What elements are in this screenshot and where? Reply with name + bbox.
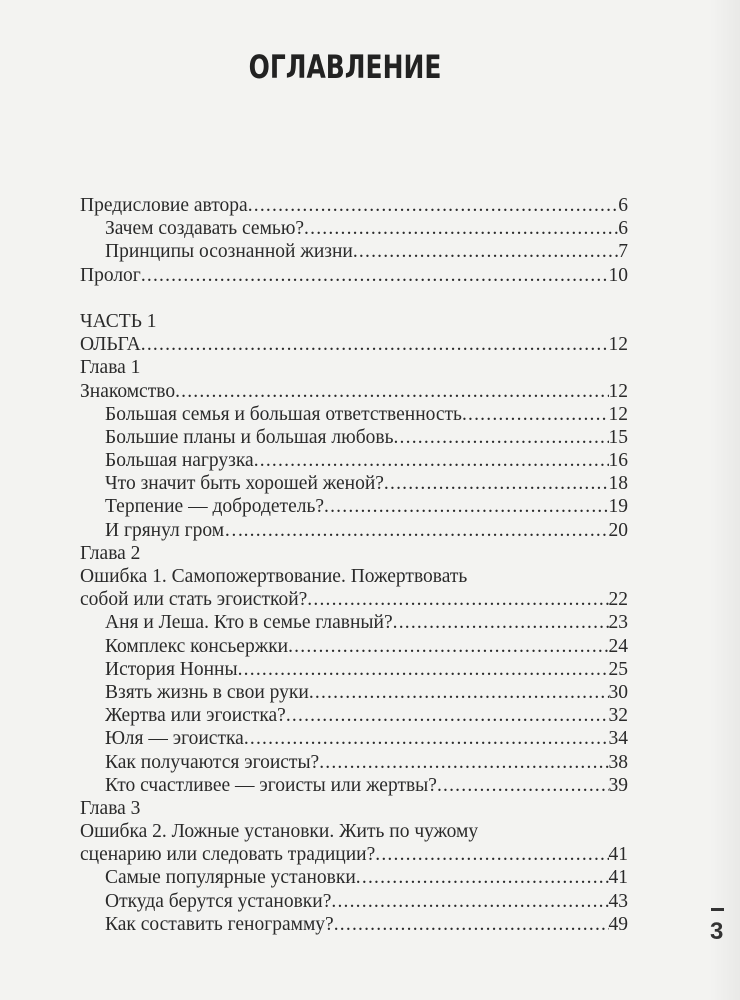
toc-entry-page: 7 — [618, 241, 628, 263]
toc-entry — [80, 797, 628, 820]
toc-entry-label: И грянул гром… — [105, 519, 244, 541]
toc-entry-label: Ошибка 2. Ложные установки. Жить по чужому — [80, 821, 479, 843]
toc-entry — [80, 217, 628, 240]
toc-entry-label: Большие планы и большая любовь — [105, 426, 394, 448]
dot-leader — [244, 727, 609, 750]
toc-entry — [80, 356, 628, 379]
dot-leader — [141, 264, 609, 287]
toc-entry-page: 18 — [608, 473, 628, 495]
toc-entry-label: Принципы осознанной жизни — [105, 241, 353, 263]
toc-entry — [80, 194, 628, 217]
table-of-contents — [80, 194, 628, 936]
toc-entry-label: Глава 3 — [80, 797, 141, 819]
toc-entry-page: 12 — [608, 334, 628, 356]
toc-entry-page: 38 — [608, 751, 628, 773]
toc-entry-label: Кто счастливее — эгоисты или жертвы? — [105, 774, 437, 796]
toc-entry-label: Терпение — добродетель? — [105, 496, 325, 518]
toc-entry — [80, 333, 628, 356]
dot-leader — [375, 843, 608, 866]
dot-leader — [393, 611, 609, 634]
toc-entry — [80, 774, 628, 797]
toc-entry-page: 39 — [608, 774, 628, 796]
toc-entry-page: 25 — [608, 658, 628, 680]
dot-leader — [307, 588, 608, 611]
toc-entry — [80, 820, 628, 843]
toc-entry — [80, 310, 628, 333]
dot-leader — [319, 751, 608, 774]
toc-entry — [80, 751, 628, 774]
toc-entry-label: Комплекс консьержки — [105, 635, 289, 657]
toc-entry — [80, 519, 628, 542]
page-number: 3 — [710, 918, 724, 945]
toc-entry — [80, 843, 628, 866]
dot-leader — [254, 449, 609, 472]
toc-entry-label: Предисловие автора — [80, 195, 248, 216]
toc-entry-label: Жертва или эгоистка? — [105, 705, 286, 727]
toc-entry-label: собой или стать эгоисткой? — [80, 589, 308, 611]
toc-entry-label: Большая семья и большая ответственность — [105, 403, 462, 425]
toc-entry — [80, 403, 628, 426]
toc-entry — [80, 658, 628, 681]
dot-leader — [331, 890, 608, 913]
toc-entry-label: сценарию или следовать традиции? — [80, 844, 376, 866]
page-title: ОГЛАВЛЕНИЕ — [248, 48, 442, 86]
toc-entry-label: Глава 2 — [80, 542, 141, 564]
toc-entry-label: ОЛЬГА — [80, 334, 141, 356]
toc-entry — [80, 913, 628, 936]
toc-entry-page: 24 — [608, 635, 628, 657]
toc-entry-page: 41 — [608, 844, 628, 866]
toc-entry-page: 12 — [608, 403, 628, 425]
toc-entry-label: Как получаются эгоисты? — [105, 751, 320, 773]
toc-entry — [80, 635, 628, 658]
toc-entry-page: 12 — [608, 380, 628, 402]
toc-entry-label: Зачем создавать семью? — [105, 218, 305, 240]
toc-entry — [80, 727, 628, 750]
toc-entry-label: Как составить генограмму? — [105, 913, 334, 935]
toc-entry — [80, 704, 628, 727]
dot-leader — [238, 658, 609, 681]
dot-leader — [353, 240, 618, 263]
toc-entry-label: Ошибка 1. Самопожертвование. Пожертвовать — [80, 566, 468, 587]
dot-leader — [356, 866, 609, 889]
toc-entry-label: Большая нагрузка — [105, 450, 254, 472]
page-edge-shadow — [710, 0, 740, 1000]
dot-leader — [393, 426, 608, 449]
toc-entry-label: ЧАСТЬ 1 — [80, 310, 157, 332]
toc-entry-label: Знакомство — [80, 380, 176, 402]
dot-leader — [384, 472, 609, 495]
toc-entry-page: 16 — [608, 450, 628, 472]
toc-entry-label: Откуда берутся установки? — [105, 890, 332, 912]
toc-entry — [80, 588, 628, 611]
dot-leader — [462, 403, 609, 426]
toc-entry — [80, 542, 628, 565]
toc-entry — [80, 565, 628, 588]
dot-leader — [288, 635, 608, 658]
toc-entry-label: Взять жизнь в свои руки — [105, 681, 309, 703]
toc-entry-page: 30 — [608, 681, 628, 703]
toc-entry-label: Самые популярные установки — [105, 867, 356, 889]
toc-entry-label: Пролог — [80, 264, 141, 286]
toc-entry-page: 10 — [608, 264, 628, 286]
toc-entry-label: История Нонны — [105, 658, 238, 680]
dot-leader — [304, 217, 618, 240]
dot-leader — [248, 194, 619, 217]
toc-entry-page: 6 — [618, 195, 628, 216]
toc-entry-page: 20 — [608, 519, 628, 541]
dot-leader — [324, 495, 608, 518]
toc-entry-page: 22 — [608, 589, 628, 611]
toc-entry — [80, 611, 628, 634]
dot-leader — [141, 333, 609, 356]
toc-entry-page: 41 — [608, 867, 628, 889]
toc-entry — [80, 240, 628, 263]
dot-leader — [437, 774, 609, 797]
toc-spacer — [80, 287, 628, 310]
toc-entry — [80, 264, 628, 287]
toc-entry — [80, 449, 628, 472]
toc-entry-page: 32 — [608, 705, 628, 727]
toc-entry — [80, 890, 628, 913]
toc-entry-page: 6 — [618, 218, 628, 240]
toc-entry-page: 34 — [608, 728, 628, 750]
toc-entry-page: 19 — [608, 496, 628, 518]
dot-leader — [309, 681, 609, 704]
toc-entry — [80, 472, 628, 495]
dot-leader — [334, 913, 609, 936]
toc-entry-page: 23 — [608, 612, 628, 634]
toc-entry-label: Юля — эгоистка — [105, 728, 244, 750]
toc-entry — [80, 866, 628, 889]
toc-entry — [80, 495, 628, 518]
toc-entry — [80, 426, 628, 449]
page-number-rule — [711, 908, 724, 911]
toc-entry — [80, 380, 628, 403]
toc-entry-label: Что значит быть хорошей женой? — [105, 473, 384, 495]
dot-leader — [286, 704, 609, 727]
dot-leader — [175, 380, 608, 403]
toc-entry-label: Аня и Леша. Кто в семье главный? — [105, 612, 393, 634]
dot-leader — [244, 519, 609, 542]
toc-entry-label: Глава 1 — [80, 357, 141, 379]
toc-entry-page: 15 — [608, 426, 628, 448]
toc-entry-page: 43 — [608, 890, 628, 912]
toc-entry-page: 49 — [608, 913, 628, 935]
toc-entry — [80, 681, 628, 704]
